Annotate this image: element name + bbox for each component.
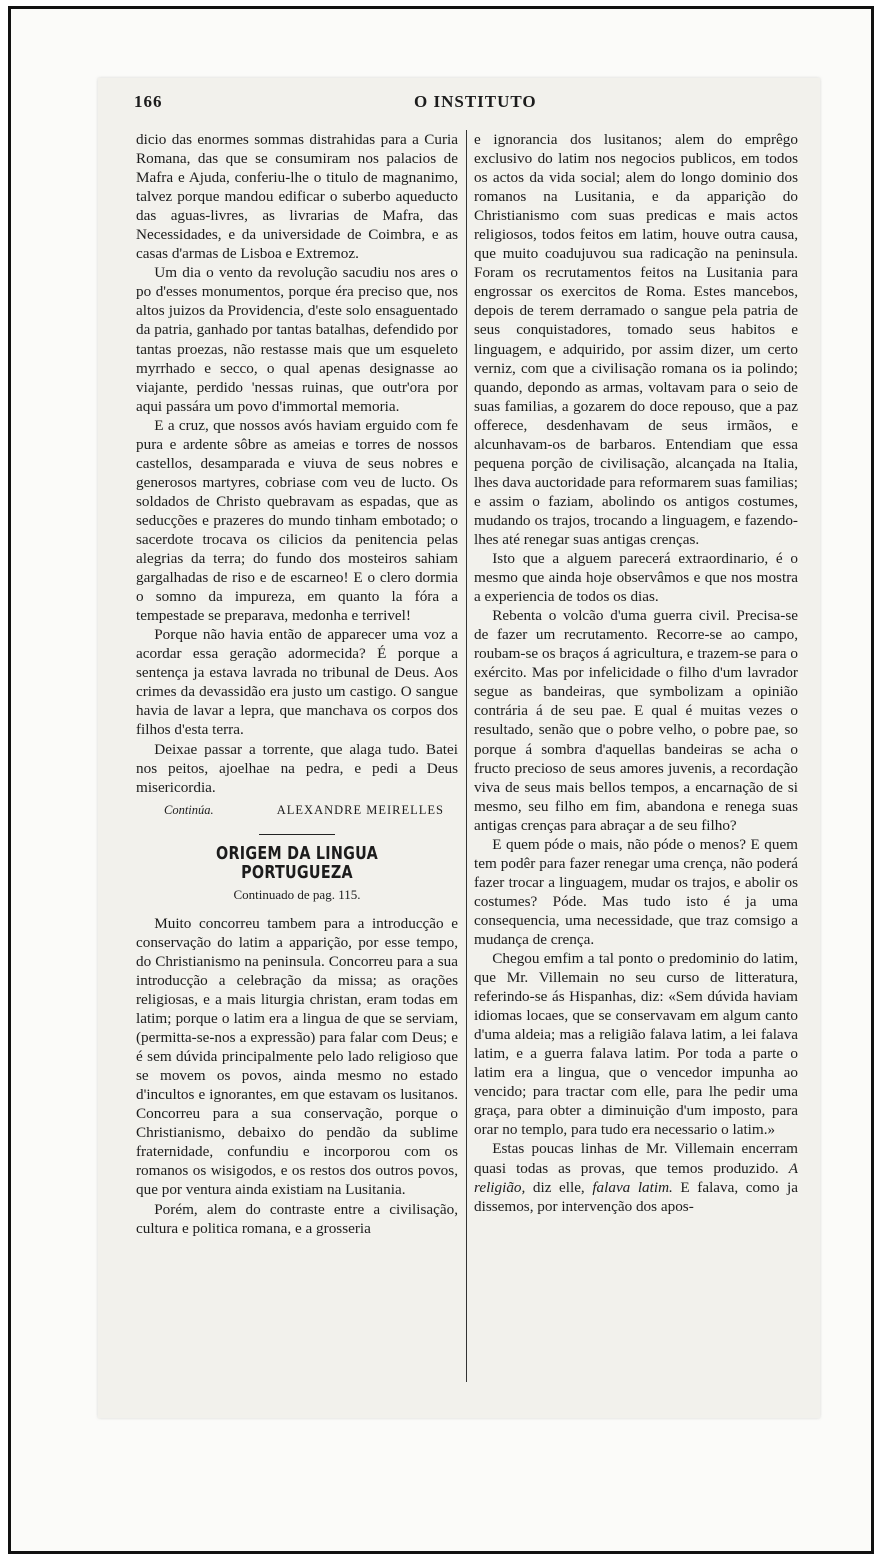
article-title: ORIGEM DA LINGUA PORTUGUEZA — [215, 843, 378, 883]
continua-label: Continúa. — [164, 802, 214, 817]
text-run: E falava, como ja dissemos, por intervenção dos apos- — [474, 1178, 798, 1215]
paragraph: Deixae passar a torrente, que alaga tudo. Batei nos peitos, ajoelhae na pedra, e pedi a Deus misericordia. — [136, 740, 458, 796]
author-name: ALEXANDRE MEIRELLES — [276, 802, 444, 817]
paragraph: Muito concorreu tambem para a introducção e conservação do latim a apparição, por esse tempo, do Christianismo na peninsula. Concorreu para a sua introducção a celebração da missa; as orações religiosas, e a mais liturgia christan, eram todas em latim; porque o latim era a lingua de que se serviam, (permitta-se-nos a expressão) para falar com Deus; e é sem dúvida principalmente pelo lado religioso que se movem os povos, ainda mesmo no estado d'incultos e ignorantes, em que estavam os lusitanos. Concorreu para a sua conservação, porque o Christianismo, debaixo do pendão da sublime fraternidade, confundiu e incorporou com os romanos os wisigodos, e os restos dos outros povos, que por ventura ainda existiam na Lusitania. — [136, 914, 458, 1199]
column-divider — [466, 130, 467, 1382]
article-signature — [136, 801, 458, 820]
text-run: diz elle, — [525, 1178, 593, 1196]
italic-text: falava latim. — [592, 1178, 673, 1196]
paragraph: Chegou emfim a tal ponto o predominio do latim, que Mr. Villemain no seu curso de litteratura, referindo-se ás Hispanhas, diz: «Sem dúvida haviam idiomas locaes, que se conservavam em algum canto d'uma aldeia; mas a religião falava latim, a lei falava latim, e a guerra falava latim. Por toda a parte o latim era a lingua, que o vencedor impunha ao vencido; para tractar com elle, para lhe pedir uma graça, para obter a diminuição d'um imposto, para orar no templo, para tudo era necessario o latim.» — [474, 950, 798, 1139]
page-header — [134, 92, 798, 118]
page-number: 166 — [134, 92, 163, 111]
text-run: Estas poucas linhas de Mr. Villemain encerram quasi todas as provas, que temos produzido. — [474, 1140, 798, 1177]
paragraph: Porque não havia então de apparecer uma voz a acordar essa geração adormecida? É porque a sentença ja estava lavrada no tribunal de Deus. Aos crimes da devassidão era justo um castigo. O sangue havia de lavar a lepra, que manchava os corpos dos filhos d'esta terra. — [136, 626, 458, 739]
paragraph: E a cruz, que nossos avós haviam erguido com fe pura e ardente sôbre as ameias e torres de nossos castellos, desamparada e viuva de seus nobres e generosos martyres, cobriase com veu de lucto. Os soldados de Christo quebravam as espadas, que as seducções e prazeres do mundo tinham embotado; o sacerdote trocava os cilicios da penitencia pelas alegrias da terra; do fundo dos mosteiros sahiam gargalhadas de riso e de escarneo! E o clero dormia o somno da impureza, em quanto la fóra a tempestade se preparava, medonha e terrivel! — [136, 416, 458, 625]
section-rule — [259, 834, 335, 835]
italic-text: A religião, — [474, 1159, 798, 1196]
left-column — [136, 130, 458, 1238]
running-title: O INSTITUTO — [414, 92, 537, 111]
paragraph: Um dia o vento da revolução sacudiu nos ares o po d'esses monumentos, porque éra preciso que, nos altos juizos da Providencia, d'este solo ensaguentado da patria, ganhado por tantas batalhas, defendido por tantas proezas, não restasse mais que um esqueleto myrrhado e secco, o qual apenas designasse ao viajante, perdido 'nessas ruinas, que outr'ora por aqui passára um povo d'immortal memoria. — [136, 264, 458, 415]
right-column — [474, 130, 798, 1216]
paragraph: Isto que a alguem parecerá extraordinario, é o mesmo que ainda hoje observâmos e que nos mostra a experiencia de todos os dias. — [474, 550, 798, 606]
paragraph: e ignorancia dos lusitanos; alem do emprêgo exclusivo do latim nos negocios publicos, em todos os actos da vida social; alem do longo dominio dos romanos na Lusitania, e da apparição do Christianismo com suas predicas e mais actos religiosos, todos feitos em latim, houve outra causa, que muito coadujuvou sua radicação na peninsula. Foram os recrutamentos feitos na Lusitania para engrossar os exercitos de Roma. Estes mancebos, depois de terem derramado o sangue pela patria de seus conquistadores, tomado seus habitos e linguagem, e adquirido, por assim dizer, um certo verniz, com que a civilisação romana os ia polindo; quando, depondo as armas, voltavam para o seio de suas familias, a gozarem do doce repouso, que a paz offerece, desdenhavam de seus irmãos, e alcunhavam-os de barbaros. Entendiam que essa pequena porção de civilisação, alcançada na Italia, lhes dava auctoridade para reformarem suas familias; e assim o faziam, abolindo os antigos costumes, mudando os trajos, trocando a linguagem, e fazendo-lhes até renegar suas antigas crenças. — [474, 131, 798, 548]
paragraph: dicio das enormes sommas distrahidas para a Curia Romana, das que se consumiram nos palacios de Mafra e Ajuda, conferiu-lhe o titulo de magnanimo, talvez porque mandou edificar o suberbo aqueducto das aguas-livres, as livrarias de Mafra, das Necessidades, e da universidade de Coimbra, e as casas d'armas de Lisboa e Extremoz. — [136, 131, 458, 263]
article-subtitle: Continuado de pag. 115. — [233, 886, 361, 902]
paragraph: Rebenta o volcão d'uma guerra civil. Precisa-se de fazer um recrutamento. Recorre-se ao campo, roubam-se os braços á agricultura, e trazem-se para o exército. Mas por infelicidade o filho d'um lavrador segue as bandeiras, que symbolizam a opinião contrária á de seu pae. E qual é muitas vezes o resultado, senão que o pobre velho, o pobre pae, so porque á sombra d'aquellas bandeiras se acha o fructo precioso de seus amores juvenis, a recordação viva de seus mais bellos tempos, a encarnação de si mesmo, seu filho em fim, abandona e renega suas antigas crenças para abraçar a de seu filho? — [474, 607, 798, 834]
paragraph: Porém, alem do contraste entre a civilisação, cultura e politica romana, e a grosseria — [136, 1200, 458, 1237]
paragraph: E quem póde o mais, não póde o menos? E quem tem podêr para fazer renegar uma crença, não poderá fazer trocar a linguagem, mudar os trajos, e abolir os costumes? Póde. Mas tudo isto é ja uma consequencia, uma necessidade, que traz comsigo a mudança de crença. — [474, 835, 798, 948]
paragraph — [474, 1139, 798, 1215]
